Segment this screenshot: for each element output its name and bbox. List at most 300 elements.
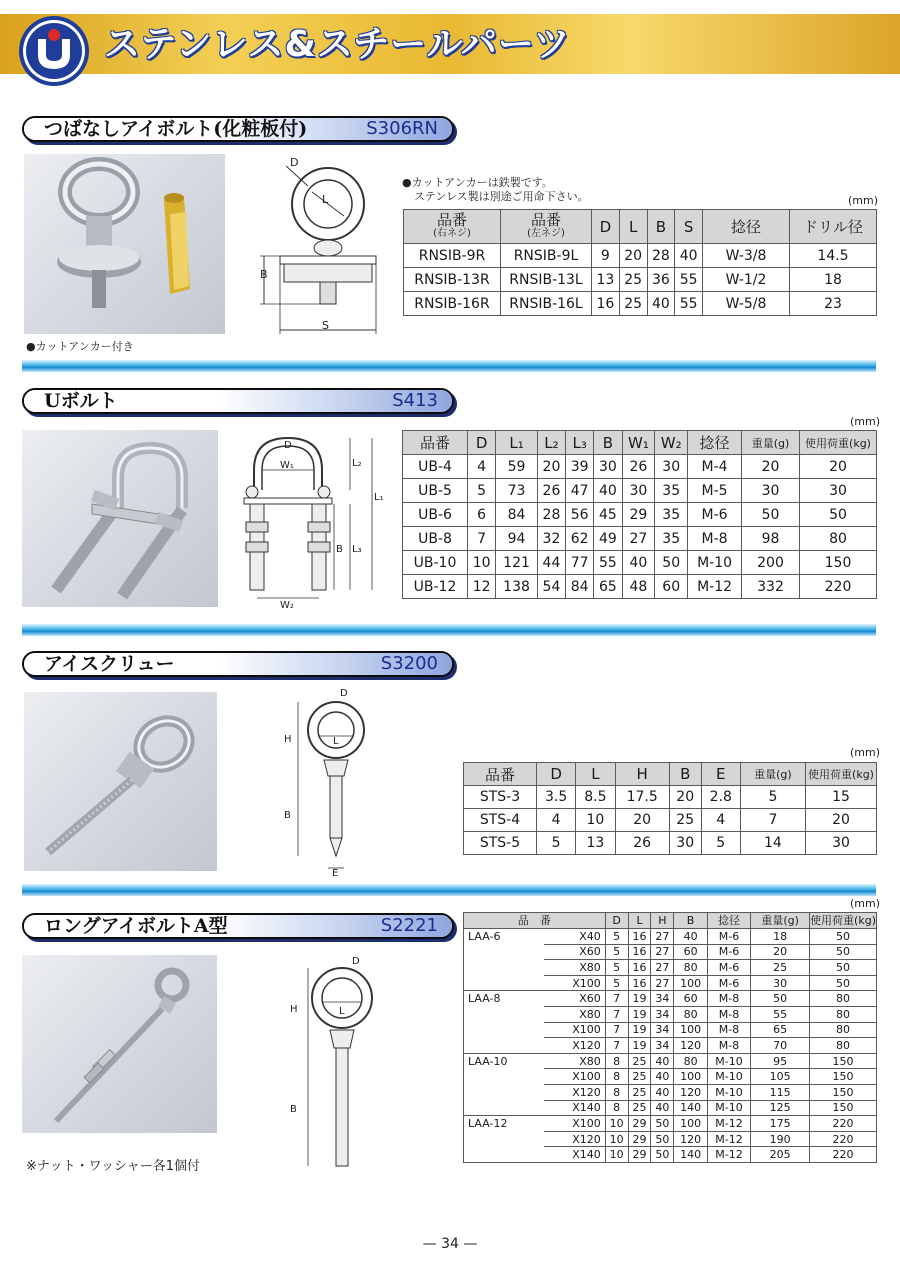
table-cell: 25 <box>751 960 810 976</box>
col-d: D <box>537 763 576 786</box>
table-cell: M-4 <box>688 455 742 479</box>
table-cell: 20 <box>742 455 800 479</box>
table-row <box>464 1131 877 1147</box>
table-cell: 47 <box>566 479 594 503</box>
table-cell: UB-10 <box>403 551 468 575</box>
table-cell: 175 <box>751 1116 810 1132</box>
section-header-long-eyebolt <box>22 913 454 939</box>
unit-label: (mm) <box>850 415 881 428</box>
table-cell: 50 <box>651 1147 674 1163</box>
table-cell: M-10 <box>688 551 742 575</box>
eyebolt-spec-table <box>403 209 877 316</box>
table-cell: X40 <box>544 929 605 945</box>
table-cell: 25 <box>628 1053 651 1069</box>
ubolt-spec-table <box>402 430 877 599</box>
col-part: 品番 <box>403 431 468 455</box>
eyescrew-spec-table <box>463 762 877 855</box>
table-cell: 26 <box>537 479 565 503</box>
table-cell: M-12 <box>707 1147 750 1163</box>
table-cell: 50 <box>810 960 877 976</box>
col-weight: 重量(g) <box>742 431 800 455</box>
ubolt-diagram <box>236 430 388 612</box>
product-photo-ubolt <box>22 430 218 607</box>
table-cell: 29 <box>628 1131 651 1147</box>
table-cell: 30 <box>800 479 877 503</box>
company-logo-icon <box>18 15 90 87</box>
table-cell: 60 <box>674 991 708 1007</box>
svg-text:H: H <box>284 734 292 745</box>
table-cell: 8 <box>605 1053 628 1069</box>
svg-text:W₁: W₁ <box>280 460 294 471</box>
section-title: ロングアイボルトA型 <box>44 915 228 937</box>
table-cell: X80 <box>544 1006 605 1022</box>
table-cell: 100 <box>674 975 708 991</box>
table-cell: X100 <box>544 1022 605 1038</box>
table-cell: 50 <box>655 551 688 575</box>
table-cell: 30 <box>669 832 701 855</box>
table-cell: 25 <box>628 1069 651 1085</box>
table-cell: UB-4 <box>403 455 468 479</box>
table-cell <box>464 1147 545 1163</box>
table-cell: M-6 <box>688 503 742 527</box>
section-code: S413 <box>392 390 438 411</box>
table-cell: 4 <box>537 809 576 832</box>
table-cell: M-10 <box>707 1100 750 1116</box>
table-cell: 50 <box>810 944 877 960</box>
table-cell: 205 <box>751 1147 810 1163</box>
table-cell <box>464 1006 545 1022</box>
table-cell: 50 <box>742 503 800 527</box>
svg-text:L: L <box>333 736 339 747</box>
table-cell: 60 <box>655 575 688 599</box>
col-thread: 捻径 <box>707 913 750 929</box>
table-cell: 5 <box>605 975 628 991</box>
table-cell: 19 <box>628 1006 651 1022</box>
table-cell: M-6 <box>707 929 750 945</box>
table-row <box>464 1022 877 1038</box>
anchor-note: ●カットアンカーは鉄製です。 <box>402 176 553 189</box>
table-cell: 15 <box>806 786 877 809</box>
svg-text:L₃: L₃ <box>352 544 362 555</box>
table-cell: M-6 <box>707 960 750 976</box>
table-cell: 29 <box>622 503 655 527</box>
table-cell: 20 <box>669 786 701 809</box>
table-cell: 44 <box>537 551 565 575</box>
table-cell: 190 <box>751 1131 810 1147</box>
table-cell: RNSIB-16R <box>404 292 501 316</box>
svg-text:L: L <box>339 1006 345 1017</box>
table-cell: 65 <box>751 1022 810 1038</box>
table-cell: 220 <box>800 575 877 599</box>
table-row <box>403 503 877 527</box>
section-divider <box>22 624 876 636</box>
table-cell: RNSIB-13L <box>501 268 592 292</box>
table-cell: RNSIB-9L <box>501 244 592 268</box>
table-cell: 35 <box>655 503 688 527</box>
table-row <box>464 786 877 809</box>
table-cell: UB-6 <box>403 503 468 527</box>
table-cell: 10 <box>605 1131 628 1147</box>
col-b: B <box>669 763 701 786</box>
table-cell: 140 <box>674 1147 708 1163</box>
table-cell: 9 <box>592 244 620 268</box>
table-cell: M-12 <box>707 1131 750 1147</box>
section-code: S3200 <box>380 653 438 674</box>
svg-text:B: B <box>284 810 291 821</box>
table-cell: M-5 <box>688 479 742 503</box>
table-row <box>404 292 877 316</box>
long-eyebolt-spec-table <box>463 912 877 1163</box>
table-cell: 59 <box>496 455 538 479</box>
table-row <box>403 575 877 599</box>
table-cell: 13 <box>592 268 620 292</box>
table-cell: UB-12 <box>403 575 468 599</box>
section-code: S306RN <box>366 118 438 139</box>
svg-text:W₂: W₂ <box>280 600 294 611</box>
section-title: Uボルト <box>44 390 118 412</box>
table-row <box>464 1084 877 1100</box>
table-cell <box>464 1131 545 1147</box>
table-cell: 7 <box>605 1022 628 1038</box>
table-cell <box>464 1022 545 1038</box>
table-cell: 121 <box>496 551 538 575</box>
table-cell: X60 <box>544 944 605 960</box>
table-cell: 8 <box>605 1069 628 1085</box>
table-cell: 20 <box>619 244 647 268</box>
table-cell: 150 <box>810 1084 877 1100</box>
svg-text:E: E <box>332 868 339 876</box>
table-cell: 30 <box>655 455 688 479</box>
col-l: L <box>576 763 615 786</box>
table-cell: 140 <box>674 1100 708 1116</box>
table-cell: 16 <box>628 944 651 960</box>
col-b: B <box>594 431 622 455</box>
section-title: つばなしアイボルト(化粧板付) <box>44 118 308 140</box>
table-cell: 120 <box>674 1084 708 1100</box>
svg-text:D: D <box>290 156 299 169</box>
table-cell: 150 <box>800 551 877 575</box>
section-header-eyebolt <box>22 116 454 142</box>
table-cell: 70 <box>751 1038 810 1054</box>
table-cell: M-12 <box>707 1116 750 1132</box>
col-weight: 重量(g) <box>751 913 810 929</box>
table-cell: 35 <box>655 527 688 551</box>
table-cell: 27 <box>651 944 674 960</box>
table-cell: 2.8 <box>701 786 740 809</box>
unit-label: (mm) <box>848 194 879 207</box>
table-cell: STS-5 <box>464 832 537 855</box>
table-cell: 49 <box>594 527 622 551</box>
col-w2: W₂ <box>655 431 688 455</box>
col-l3: L₃ <box>566 431 594 455</box>
col-part-left: 品番 (左ネジ) <box>501 210 592 244</box>
table-cell: 55 <box>675 268 703 292</box>
table-cell: 40 <box>594 479 622 503</box>
table-cell: 18 <box>751 929 810 945</box>
col-load: 使用荷重(kg) <box>800 431 877 455</box>
table-cell: 220 <box>810 1116 877 1132</box>
table-cell: 65 <box>594 575 622 599</box>
table-cell: 220 <box>810 1131 877 1147</box>
table-cell: 55 <box>675 292 703 316</box>
col-e: E <box>701 763 740 786</box>
table-cell: 28 <box>647 244 675 268</box>
table-cell: 19 <box>628 1022 651 1038</box>
table-cell: 3.5 <box>537 786 576 809</box>
table-cell: 17.5 <box>615 786 669 809</box>
table-cell: X80 <box>544 960 605 976</box>
table-cell: W-1/2 <box>703 268 790 292</box>
table-cell: 120 <box>674 1038 708 1054</box>
table-cell: 138 <box>496 575 538 599</box>
table-cell: 10 <box>468 551 496 575</box>
table-cell: 7 <box>740 809 805 832</box>
table-cell <box>464 1100 545 1116</box>
table-cell: 56 <box>566 503 594 527</box>
section-divider <box>22 884 876 896</box>
table-cell: 32 <box>537 527 565 551</box>
table-cell: 5 <box>537 832 576 855</box>
table-cell: 40 <box>647 292 675 316</box>
table-cell: X100 <box>544 1069 605 1085</box>
table-cell: 8 <box>605 1100 628 1116</box>
table-cell: 34 <box>651 1006 674 1022</box>
table-cell: 50 <box>651 1131 674 1147</box>
table-row <box>404 268 877 292</box>
table-cell: LAA-10 <box>464 1053 545 1069</box>
col-d: D <box>468 431 496 455</box>
table-cell: M-10 <box>707 1053 750 1069</box>
table-cell: 30 <box>594 455 622 479</box>
col-w1: W₁ <box>622 431 655 455</box>
table-header-row <box>403 431 877 455</box>
table-cell: M-8 <box>688 527 742 551</box>
table-cell: M-10 <box>707 1084 750 1100</box>
eyescrew-diagram <box>280 686 390 876</box>
table-cell: 55 <box>751 1006 810 1022</box>
eyescrew-table-body <box>464 786 877 855</box>
table-cell: 30 <box>751 975 810 991</box>
svg-text:L₂: L₂ <box>352 458 362 469</box>
table-cell: 5 <box>468 479 496 503</box>
unit-label: (mm) <box>850 746 881 759</box>
table-cell: RNSIB-16L <box>501 292 592 316</box>
table-cell: 48 <box>622 575 655 599</box>
page-title: ステンレス&スチールパーツ <box>104 24 571 65</box>
table-cell: 50 <box>810 929 877 945</box>
table-cell: 20 <box>615 809 669 832</box>
table-row <box>464 1006 877 1022</box>
table-cell: 98 <box>742 527 800 551</box>
table-cell: 5 <box>605 929 628 945</box>
table-cell: 4 <box>468 455 496 479</box>
table-cell: X100 <box>544 975 605 991</box>
table-cell: 80 <box>674 960 708 976</box>
table-cell: 77 <box>566 551 594 575</box>
table-cell: 10 <box>605 1116 628 1132</box>
table-cell: 5 <box>605 960 628 976</box>
section-code: S2221 <box>380 915 438 936</box>
table-cell: 14.5 <box>790 244 877 268</box>
table-row <box>464 929 877 945</box>
table-row <box>464 944 877 960</box>
table-cell <box>464 1084 545 1100</box>
eyebolt-diagram <box>250 152 395 344</box>
table-cell: 100 <box>674 1116 708 1132</box>
table-cell: 220 <box>810 1147 877 1163</box>
col-thread: 捻径 <box>688 431 742 455</box>
table-cell: UB-5 <box>403 479 468 503</box>
table-cell: 8.5 <box>576 786 615 809</box>
table-cell: 80 <box>810 1022 877 1038</box>
col-d: D <box>605 913 628 929</box>
table-cell: 150 <box>810 1053 877 1069</box>
section-title: アイスクリュー <box>44 653 175 675</box>
col-b: B <box>674 913 708 929</box>
table-cell: 200 <box>742 551 800 575</box>
table-cell: 29 <box>628 1147 651 1163</box>
col-l: L <box>628 913 651 929</box>
table-cell: 50 <box>651 1116 674 1132</box>
dim-l-label: L <box>322 193 329 206</box>
product-photo-long-eyebolt <box>22 955 217 1133</box>
table-cell: M-6 <box>707 975 750 991</box>
table-cell: 12 <box>468 575 496 599</box>
table-cell: 10 <box>605 1147 628 1163</box>
table-header-row <box>464 763 877 786</box>
table-cell: 30 <box>622 479 655 503</box>
eyebolt-table-body <box>404 244 877 316</box>
table-row <box>464 1116 877 1132</box>
table-cell: LAA-8 <box>464 991 545 1007</box>
table-cell: X120 <box>544 1131 605 1147</box>
unit-label: (mm) <box>850 897 881 910</box>
table-cell: 80 <box>674 1006 708 1022</box>
table-cell: 40 <box>622 551 655 575</box>
table-cell: M-6 <box>707 944 750 960</box>
table-header-row <box>464 913 877 929</box>
table-cell: 18 <box>790 268 877 292</box>
svg-text:B: B <box>290 1104 297 1115</box>
table-cell: 4 <box>701 809 740 832</box>
col-thread: 捻径 <box>703 210 790 244</box>
table-cell: 40 <box>651 1084 674 1100</box>
table-cell: 25 <box>628 1084 651 1100</box>
photo-caption: ●カットアンカー付き <box>26 340 134 353</box>
table-row <box>464 1038 877 1054</box>
col-s: S <box>675 210 703 244</box>
section-header-eyescrew <box>22 651 454 677</box>
table-cell: 50 <box>751 991 810 1007</box>
table-cell: 100 <box>674 1022 708 1038</box>
photo-caption: ※ナット・ワッシャー各1個付 <box>26 1159 200 1174</box>
table-cell <box>464 1038 545 1054</box>
table-cell: 39 <box>566 455 594 479</box>
table-cell: 7 <box>605 1038 628 1054</box>
table-cell: 25 <box>619 268 647 292</box>
col-drill: ドリル径 <box>790 210 877 244</box>
svg-text:D: D <box>340 688 348 699</box>
svg-text:D: D <box>284 440 292 451</box>
table-cell: 80 <box>810 1006 877 1022</box>
table-cell: 35 <box>655 479 688 503</box>
table-row <box>464 809 877 832</box>
table-cell: 25 <box>669 809 701 832</box>
section-header-ubolt <box>22 388 454 414</box>
long-eyebolt-table-body <box>464 929 877 1163</box>
col-l: L <box>619 210 647 244</box>
col-h: H <box>651 913 674 929</box>
table-cell: 27 <box>651 975 674 991</box>
col-load: 使用荷重(kg) <box>806 763 877 786</box>
stainless-note: ステンレス製は別途ご用命下さい。 <box>414 190 589 203</box>
table-cell <box>464 944 545 960</box>
table-cell: M-8 <box>707 1022 750 1038</box>
table-cell: 20 <box>800 455 877 479</box>
col-part: 品 番 <box>464 913 606 929</box>
table-row <box>464 991 877 1007</box>
table-cell: 80 <box>674 1053 708 1069</box>
svg-text:B: B <box>260 268 268 281</box>
table-cell: 5 <box>740 786 805 809</box>
table-row <box>464 832 877 855</box>
table-cell: 26 <box>622 455 655 479</box>
table-row <box>403 527 877 551</box>
table-cell: 100 <box>674 1069 708 1085</box>
col-load: 使用荷重(kg) <box>810 914 876 927</box>
col-part: 品番 <box>464 763 537 786</box>
svg-text:S: S <box>322 319 329 332</box>
table-cell: 27 <box>651 960 674 976</box>
table-cell: 7 <box>468 527 496 551</box>
table-cell: 16 <box>628 960 651 976</box>
table-row <box>464 1147 877 1163</box>
svg-text:B: B <box>336 544 343 555</box>
table-cell: 36 <box>647 268 675 292</box>
col-l2: L₂ <box>537 431 565 455</box>
table-cell: 25 <box>628 1100 651 1116</box>
svg-text:D: D <box>352 956 360 967</box>
table-row <box>404 244 877 268</box>
table-cell: X140 <box>544 1100 605 1116</box>
table-cell: X100 <box>544 1116 605 1132</box>
svg-text:L₁: L₁ <box>374 492 384 503</box>
table-cell: 84 <box>496 503 538 527</box>
table-cell: 5 <box>701 832 740 855</box>
table-cell: 62 <box>566 527 594 551</box>
table-cell: 20 <box>751 944 810 960</box>
table-row <box>464 1100 877 1116</box>
table-cell: 84 <box>566 575 594 599</box>
table-cell: 45 <box>594 503 622 527</box>
table-cell: 7 <box>605 991 628 1007</box>
table-cell: W-3/8 <box>703 244 790 268</box>
table-cell: 16 <box>592 292 620 316</box>
table-cell: 5 <box>605 944 628 960</box>
table-cell: 95 <box>751 1053 810 1069</box>
table-cell: RNSIB-13R <box>404 268 501 292</box>
table-cell: M-8 <box>707 1006 750 1022</box>
long-eyebolt-diagram <box>284 950 384 1175</box>
table-header-row <box>404 210 877 244</box>
table-cell: 115 <box>751 1084 810 1100</box>
table-cell: 94 <box>496 527 538 551</box>
table-cell: 25 <box>619 292 647 316</box>
table-cell: X80 <box>544 1053 605 1069</box>
table-cell: 125 <box>751 1100 810 1116</box>
table-cell: 30 <box>742 479 800 503</box>
table-cell: 150 <box>810 1100 877 1116</box>
